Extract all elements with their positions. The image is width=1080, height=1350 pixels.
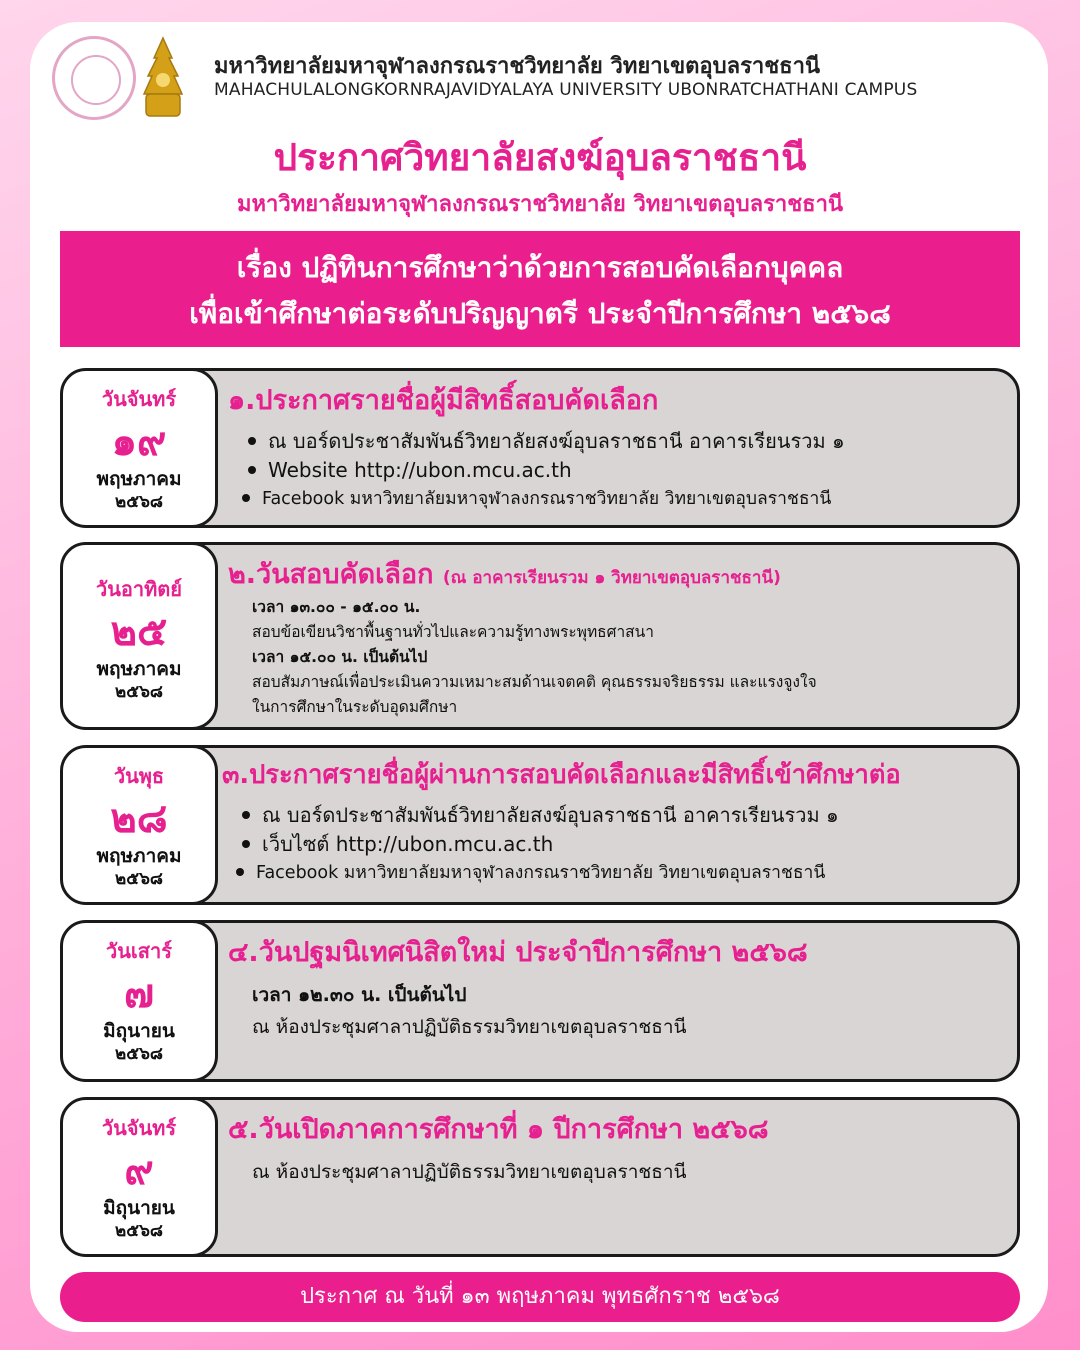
month: พฤษภาคม (96, 658, 182, 680)
heading-note: (ณ อาคารเรียนรวม ๑ วิทยาเขตอุบลราชธานี) (442, 568, 781, 588)
exam-desc-2-cont: ในการศึกษาในระดับอุดมศึกษา (252, 698, 458, 716)
date-box (60, 745, 218, 905)
schedule-item-2 (60, 542, 1020, 730)
item-content (228, 930, 1006, 1043)
bullet-item: Website http://ubon.mcu.ac.th (228, 456, 1006, 485)
orientation-location: ณ ห้องประชุมศาลาปฏิบัติธรรมวิทยาเขตอุบลราชธานี (252, 1016, 687, 1038)
weekday: วันอาทิตย์ (95, 577, 183, 601)
bullet-item: Facebook มหาวิทยาลัยมหาจุฬาลงกรณราชวิทยาลัย วิทยาเขตอุบลราชธานี (228, 485, 1006, 514)
announcement-subtitle: มหาวิทยาลัยมหาจุฬาลงกรณราชวิทยาลัย วิทยาเขตอุบลราชธานี (237, 192, 843, 217)
announcement-title: ประกาศวิทยาลัยสงฆ์อุบลราชธานี (273, 136, 807, 179)
schedule-item-1 (60, 368, 1020, 528)
month: มิถุนายน (103, 1197, 175, 1219)
bullet-dot-icon (242, 811, 250, 819)
weekday: วันเสาร์ (106, 939, 172, 963)
subject-banner (60, 231, 1020, 347)
subject-line-2: เพื่อเข้าศึกษาต่อระดับปริญญาตรี ประจำปีการศึกษา ๒๕๖๘ (189, 297, 891, 330)
year: ๒๕๖๘ (115, 1221, 163, 1241)
schedule-item-4 (60, 920, 1020, 1082)
weekday: วันจันทร์ (101, 387, 177, 411)
bullet-dot-icon (248, 437, 256, 445)
bullet-dot-icon (248, 466, 256, 474)
university-emblem-icon (138, 36, 188, 120)
date-box (60, 920, 218, 1082)
schedule-item-3 (60, 745, 1020, 905)
day-number: ๗ (123, 971, 155, 1017)
month: พฤษภาคม (96, 468, 182, 490)
date-box (60, 542, 218, 730)
bullet-item: เว็บไซต์ http://ubon.mcu.ac.th (222, 830, 1006, 859)
day-number: ๑๙ (111, 419, 167, 465)
subject-line-1: เรื่อง ปฏิทินการศึกษาว่าด้วยการสอบคัดเลือกบุคคล (236, 251, 844, 284)
weekday: วันจันทร์ (101, 1116, 177, 1140)
year: ๒๕๖๘ (115, 492, 163, 512)
exam-desc-1: สอบข้อเขียนวิชาพื้นฐานทั่วไปและความรู้ทางพระพุทธศาสนา (252, 623, 654, 641)
exam-desc-2: สอบสัมภาษณ์เพื่อประเมินความเหมาะสมด้านเจตคติ คุณธรรมจริยธรรม และแรงจูงใจ (252, 673, 817, 691)
university-seal-icon (52, 36, 136, 120)
weekday: วันพุธ (113, 764, 165, 788)
exam-time-1: เวลา ๑๓.๐๐ - ๑๕.๐๐ น. (252, 598, 421, 616)
bullet-dot-icon (242, 840, 250, 848)
schedule-item-5 (60, 1097, 1020, 1257)
day-number: ๙ (124, 1148, 154, 1194)
item-heading: ๔.วันปฐมนิเทศนิสิตใหม่ ประจำปีการศึกษา ๒๕๖๘ (228, 937, 808, 968)
university-name-thai: มหาวิทยาลัยมหาจุฬาลงกรณราชวิทยาลัย วิทยาเขตอุบลราชธานี (214, 54, 820, 79)
exam-time-2: เวลา ๑๕.๐๐ น. เป็นต้นไป (252, 648, 428, 666)
bullet-dot-icon (236, 868, 244, 876)
date-box (60, 368, 218, 528)
announcement-date-footer: ประกาศ ณ วันที่ ๑๓ พฤษภาคม พุทธศักราช ๒๕๖๘ (60, 1272, 1020, 1322)
bullet-item: ณ บอร์ดประชาสัมพันธ์วิทยาลัยสงฆ์อุบลราชธานี อาคารเรียนรวม ๑ (222, 801, 1006, 830)
day-number: ๒๘ (110, 796, 168, 842)
item-heading: ๓.ประกาศรายชื่อผู้ผ่านการสอบคัดเลือกและมีสิทธิ์เข้าศึกษาต่อ (222, 760, 901, 790)
date-box (60, 1097, 218, 1257)
day-number: ๒๕ (110, 609, 168, 655)
item-content (228, 1107, 1006, 1188)
semester-location: ณ ห้องประชุมศาลาปฏิบัติธรรมวิทยาเขตอุบลราชธานี (252, 1161, 687, 1183)
item-content (228, 552, 1006, 720)
bullet-item: Facebook มหาวิทยาลัยมหาจุฬาลงกรณราชวิทยาลัย วิทยาเขตอุบลราชธานี (222, 859, 1006, 888)
logos (52, 36, 188, 120)
item-heading: ๑.ประกาศรายชื่อผู้มีสิทธิ์สอบคัดเลือก (228, 385, 659, 416)
year: ๒๕๖๘ (115, 869, 163, 889)
year: ๒๕๖๘ (115, 682, 163, 702)
month: มิถุนายน (103, 1020, 175, 1042)
orientation-time: เวลา ๑๒.๓๐ น. เป็นต้นไป (252, 984, 467, 1006)
month: พฤษภาคม (96, 845, 182, 867)
university-name-english: MAHACHULALONGKORNRAJAVIDYALAYA UNIVERSITY UBONRATCHATHANI CAMPUS (214, 80, 918, 100)
item-content (222, 755, 1006, 888)
year: ๒๕๖๘ (115, 1044, 163, 1064)
bullet-dot-icon (242, 494, 250, 502)
bullet-item: ณ บอร์ดประชาสัมพันธ์วิทยาลัยสงฆ์อุบลราชธานี อาคารเรียนรวม ๑ (228, 427, 1006, 456)
item-heading: ๕.วันเปิดภาคการศึกษาที่ ๑ ปีการศึกษา ๒๕๖๘ (228, 1114, 769, 1145)
item-heading: ๒.วันสอบคัดเลือก (ณ อาคารเรียนรวม ๑ วิทยาเขตอุบลราชธานี) (228, 559, 781, 590)
item-content (228, 378, 1006, 514)
